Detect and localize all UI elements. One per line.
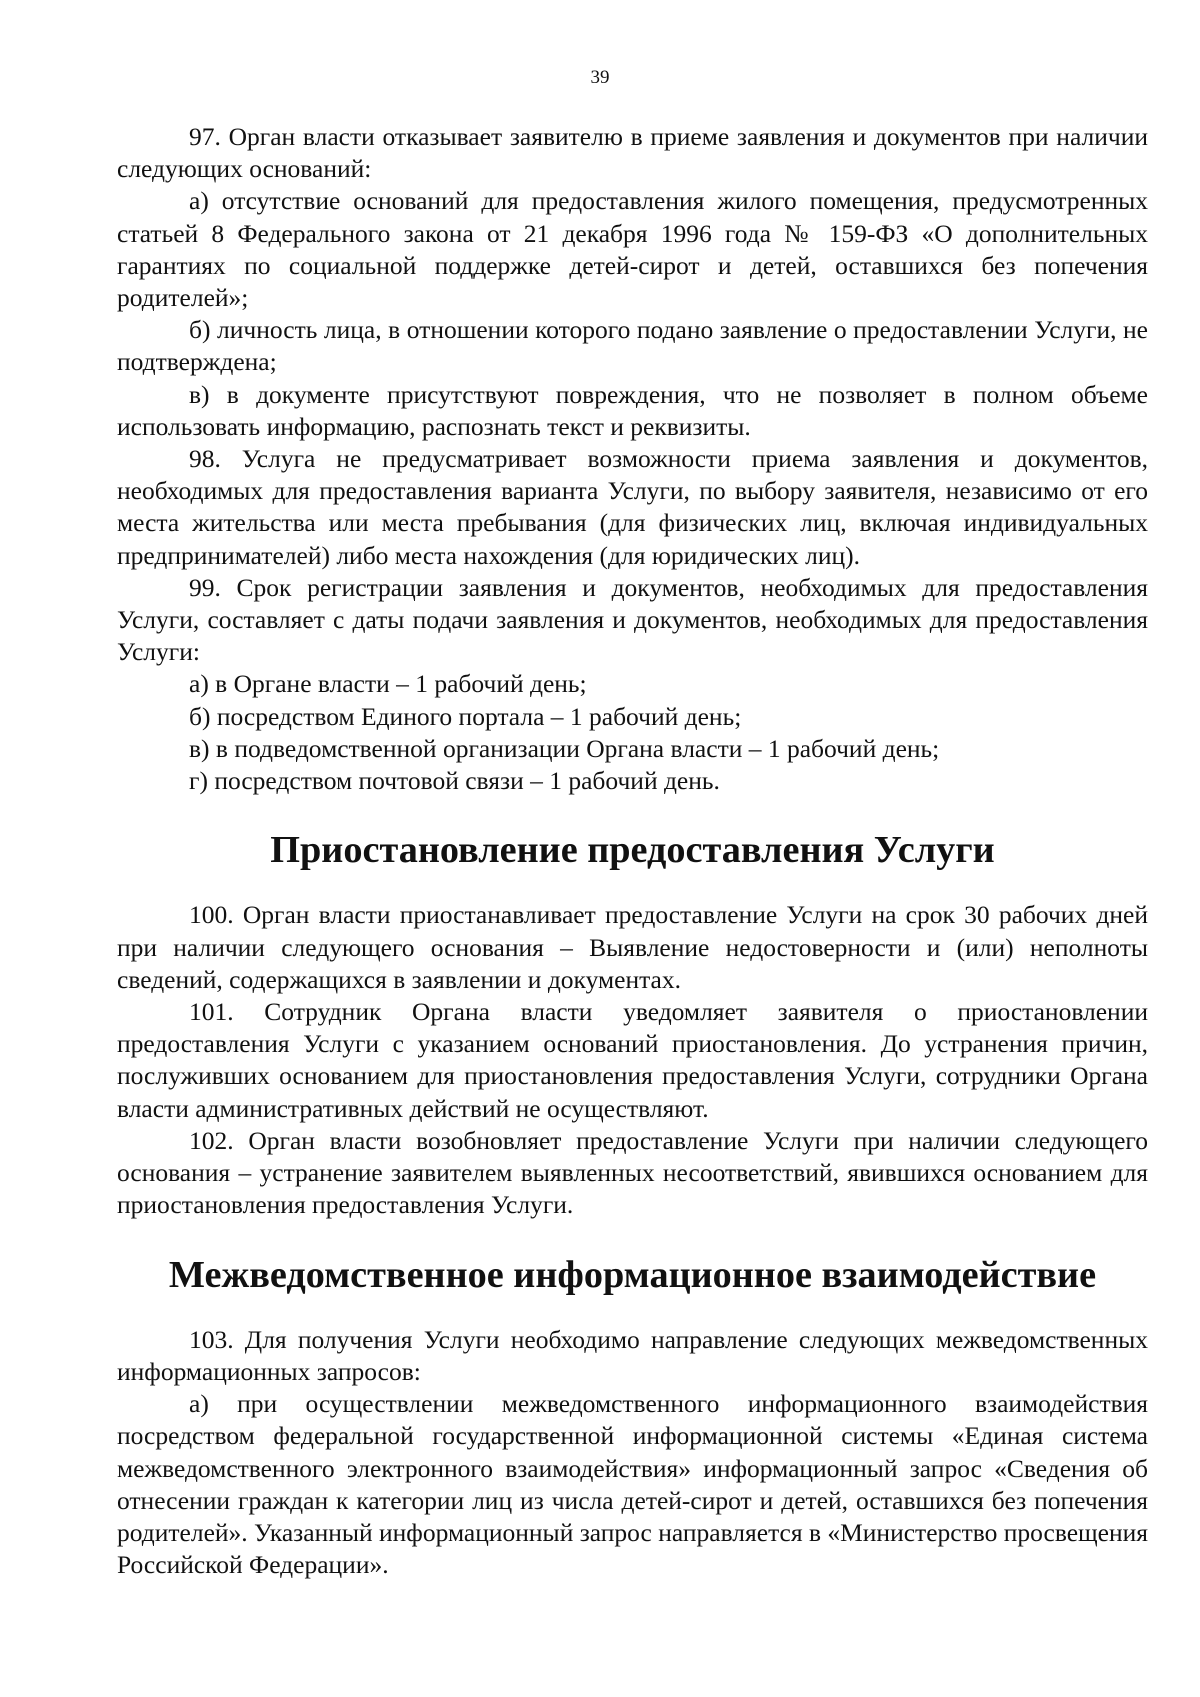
page-content [117, 121, 1148, 1581]
paragraph-98: 98. Услуга не предусматривает возможности приема заявления и документов, необходимых для предоставления варианта Услуги, по выбору заявителя, независимо от его места жительства или места пребывания (для физических лиц, включая индивидуальных предпринимателей) либо места нахождения (для юридических лиц). [117, 444, 1148, 570]
paragraph-99-g: г) посредством почтовой связи – 1 рабочий день. [189, 766, 720, 796]
paragraph-97: 97. Орган власти отказывает заявителю в приеме заявления и документов при наличии следующих оснований: [117, 122, 1148, 184]
section-heading-interagency: Межведомственное информационное взаимодействие [168, 1253, 1097, 1296]
paragraph-97-v: в) в документе присутствуют повреждения, что не позволяет в полном объеме использовать информацию, распознать текст и реквизиты. [117, 379, 1148, 441]
paragraph-103-a: а) при осуществлении межведомственного информационного взаимодействия посредством федеральной государственной информационной системы «Единая система межведомственного электронного взаимодействия» информационный запрос «Сведения об отнесении граждан к категории лиц из числа детей-сирот и детей, оставшихся без попечения родителей». Указанный информационный запрос направляется в «Министерство просвещения Российской Федерации». [117, 1389, 1148, 1580]
paragraph-103: 103. Для получения Услуги необходимо направление следующих межведомственных информационных запросов: [117, 1324, 1148, 1386]
section-heading-suspension: Приостановление предоставления Услуги [270, 829, 995, 872]
paragraph-99-a: а) в Органе власти – 1 рабочий день; [189, 669, 587, 699]
page-number: 39 [590, 67, 610, 88]
paragraph-99-v: в) в подведомственной организации Органа власти – 1 рабочий день; [189, 733, 940, 763]
paragraph-102: 102. Орган власти возобновляет предоставление Услуги при наличии следующего основания – устранение заявителем выявленных несоответствий, явившихся основанием для приостановления предоставления Услуги. [117, 1125, 1148, 1220]
paragraph-97-b: б) личность лица, в отношении которого подано заявление о предоставлении Услуги, не подтверждена; [117, 315, 1148, 377]
paragraph-101: 101. Сотрудник Органа власти уведомляет заявителя о приостановлении предоставления Услуги с указанием оснований приостановления. До устранения причин, послуживших основанием для приостановления предоставления Услуги, сотрудники Органа власти административных действий не осуществляют. [117, 997, 1148, 1123]
paragraph-97-a: а) отсутствие оснований для предоставления жилого помещения, предусмотренных статьей 8 Федерального закона от 21 декабря 1996 года № 159-ФЗ «О дополнительных гарантиях по социальной поддержке детей-сирот и детей, оставшихся без попечения родителей»; [117, 186, 1148, 313]
paragraph-99: 99. Срок регистрации заявления и документов, необходимых для предоставления Услуги, составляет с даты подачи заявления и документов, необходимых для предоставления Услуги: [117, 572, 1148, 667]
paragraph-99-b: б) посредством Единого портала – 1 рабочий день; [189, 701, 742, 731]
paragraph-100: 100. Орган власти приостанавливает предоставление Услуги на срок 30 рабочих дней при наличии следующего основания – Выявление недостоверности и (или) неполноты сведений, содержащихся в заявлении и документах. [117, 900, 1148, 994]
